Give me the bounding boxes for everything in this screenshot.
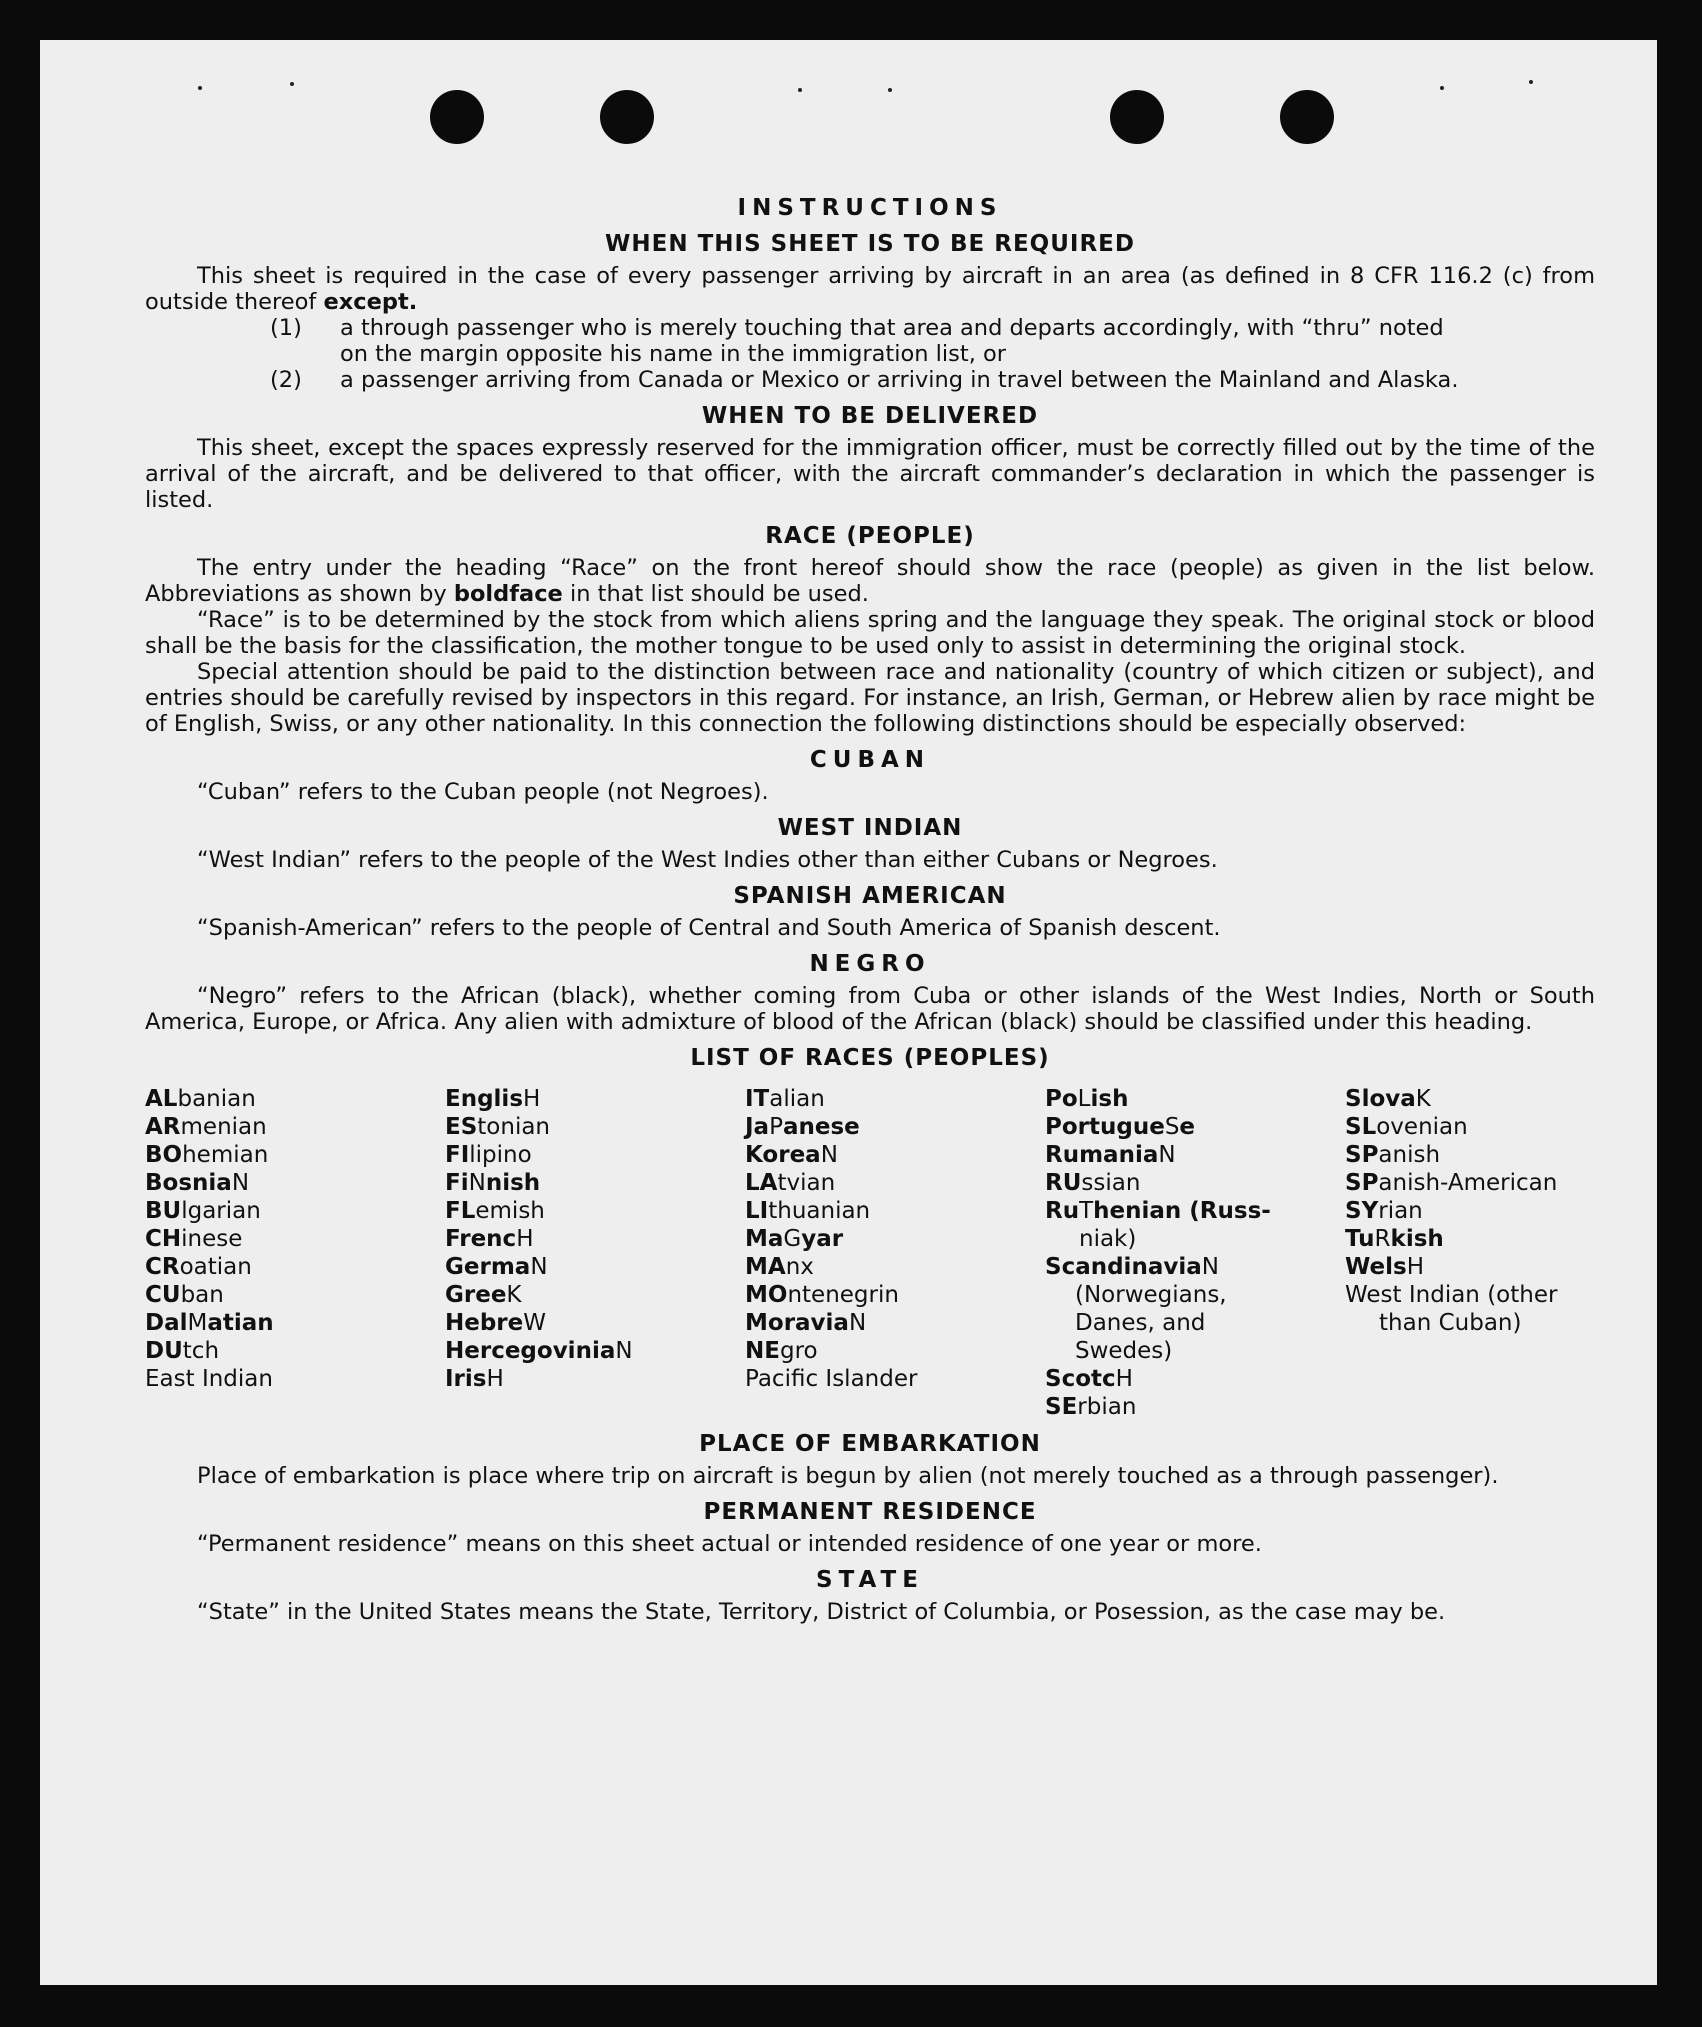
race-rest: rbian bbox=[1077, 1394, 1137, 1420]
race-rest: M bbox=[187, 1310, 208, 1336]
race-entry bbox=[445, 1309, 745, 1337]
section-text: “Spanish-American” refers to the people of Central and South America of Spanish descent. bbox=[197, 915, 1221, 941]
race-abbrev: Scotc bbox=[1045, 1366, 1116, 1392]
race-rest: H bbox=[516, 1226, 534, 1252]
race-abbrev: SE bbox=[1045, 1394, 1078, 1420]
punch-hole bbox=[430, 90, 484, 144]
race-entry bbox=[1045, 1085, 1345, 1113]
race-rest: N bbox=[1201, 1254, 1219, 1280]
race-column bbox=[145, 1085, 445, 1421]
race-rest: alian bbox=[769, 1086, 825, 1112]
race-abbrev: Ru bbox=[1045, 1198, 1080, 1224]
race-list bbox=[145, 1085, 1595, 1421]
race-entry bbox=[745, 1113, 1045, 1141]
race-entry bbox=[1345, 1197, 1645, 1225]
race-rest: menian bbox=[180, 1114, 267, 1140]
race-abbrev: Ma bbox=[745, 1226, 784, 1252]
race-abbrev: atian bbox=[207, 1310, 274, 1336]
speck bbox=[1440, 86, 1444, 90]
race-abbrev: nish bbox=[485, 1170, 541, 1196]
race-abbrev: Portugue bbox=[1045, 1114, 1165, 1140]
race-entry bbox=[1345, 1253, 1645, 1281]
race-entry bbox=[445, 1085, 745, 1113]
race-entry bbox=[745, 1337, 1045, 1365]
race-entry bbox=[745, 1197, 1045, 1225]
race-abbrev: ES bbox=[445, 1114, 478, 1140]
race-abbrev: Korea bbox=[745, 1142, 821, 1168]
race-abbrev: Bosnia bbox=[145, 1170, 232, 1196]
race-entry bbox=[1045, 1169, 1345, 1197]
race-rest: H bbox=[523, 1086, 541, 1112]
race-entry bbox=[445, 1225, 745, 1253]
exception-item bbox=[145, 315, 1595, 341]
race-rest: emish bbox=[475, 1198, 545, 1224]
race-entry: Danes, and bbox=[1075, 1310, 1206, 1336]
section-heading: NEGRO bbox=[809, 951, 931, 977]
race-rest: tvian bbox=[777, 1170, 836, 1196]
race-entry: Swedes) bbox=[1075, 1338, 1173, 1364]
section-heading: PLACE OF EMBARKATION bbox=[699, 1431, 1041, 1457]
race-abbrev: henian (Russ- bbox=[1093, 1198, 1271, 1224]
section-heading: WHEN THIS SHEET IS TO BE REQUIRED bbox=[605, 231, 1135, 257]
race-rest: gro bbox=[779, 1338, 818, 1364]
race-abbrev: FI bbox=[445, 1142, 470, 1168]
race-abbrev: SP bbox=[1345, 1142, 1379, 1168]
race-abbrev: Slova bbox=[1345, 1086, 1416, 1112]
race-rest: P bbox=[769, 1114, 783, 1140]
race-entry bbox=[145, 1197, 445, 1225]
race-abbrev: anese bbox=[782, 1114, 860, 1140]
race-abbrev: CR bbox=[145, 1254, 180, 1280]
race-entry bbox=[745, 1253, 1045, 1281]
race-abbrev: NE bbox=[745, 1338, 780, 1364]
race-entry bbox=[145, 1337, 445, 1365]
section-text: This sheet, except the spaces expressly reserved for the immigration officer, must be correctly filled out by the time of the arrival of the aircraft, and be delivered to that officer, with the aircraft commander’s declaration in which the passenger is listed. bbox=[145, 435, 1595, 513]
exception-number: (1) bbox=[270, 315, 302, 341]
text-span: The entry under the heading “Race” on the front hereof should show the race (people) as given in the list below. Abbreviations as shown by bbox=[145, 555, 1595, 607]
race-entry bbox=[745, 1309, 1045, 1337]
speck bbox=[198, 86, 202, 90]
race-abbrev: SP bbox=[1345, 1170, 1379, 1196]
race-abbrev: MA bbox=[745, 1254, 786, 1280]
section-text: “West Indian” refers to the people of the West Indies other than either Cubans or Negroes. bbox=[197, 847, 1218, 873]
race-entry bbox=[445, 1197, 745, 1225]
section-heading: WEST INDIAN bbox=[777, 815, 963, 841]
race-rest: T bbox=[1079, 1198, 1094, 1224]
race-rest: rian bbox=[1378, 1198, 1423, 1224]
race-abbrev: ish bbox=[1090, 1086, 1129, 1112]
race-rest: R bbox=[1374, 1226, 1391, 1252]
race-rest: N bbox=[848, 1310, 867, 1336]
section-text: “Race” is to be determined by the stock from which aliens spring and the language they speak. The original stock or blood shall be the basis for the classification, the mother tongue to be used only to assist in determining the original stock. bbox=[145, 607, 1595, 659]
race-rest: oatian bbox=[179, 1254, 252, 1280]
text-span: in that list should be used. bbox=[562, 581, 869, 607]
race-abbrev: FL bbox=[445, 1198, 476, 1224]
race-rest: W bbox=[523, 1310, 547, 1336]
race-entry bbox=[445, 1281, 745, 1309]
race-abbrev: Wels bbox=[1345, 1254, 1407, 1280]
race-abbrev: kish bbox=[1390, 1226, 1444, 1252]
race-rest: hemian bbox=[182, 1142, 269, 1168]
exception-text: a passenger arriving from Canada or Mexico or arriving in travel between the Mainland and Alaska. bbox=[340, 367, 1459, 393]
race-rest: N bbox=[530, 1254, 548, 1280]
section-heading: RACE (PEOPLE) bbox=[765, 523, 975, 549]
race-entry bbox=[145, 1225, 445, 1253]
speck bbox=[798, 88, 802, 92]
section-text bbox=[145, 555, 1595, 607]
race-abbrev: LA bbox=[745, 1170, 778, 1196]
section-text bbox=[145, 263, 1595, 315]
bold-text: boldface bbox=[453, 581, 563, 607]
instructions-content bbox=[145, 185, 1595, 1625]
race-rest: nx bbox=[785, 1254, 814, 1280]
section-text: “Negro” refers to the African (black), whether coming from Cuba or other islands of the West Indies, North or South America, Europe, or Africa. Any alien with admixture of blood of the African (black) should be classified under this heading. bbox=[145, 983, 1595, 1035]
race-entry: Pacific Islander bbox=[745, 1366, 918, 1392]
race-column bbox=[445, 1085, 745, 1421]
race-entry bbox=[145, 1309, 445, 1337]
exception-item bbox=[145, 367, 1595, 393]
race-entry bbox=[745, 1141, 1045, 1169]
race-entry bbox=[445, 1365, 745, 1393]
race-abbrev: BU bbox=[145, 1198, 182, 1224]
punch-hole bbox=[600, 90, 654, 144]
race-entry bbox=[1345, 1141, 1645, 1169]
race-entry bbox=[445, 1337, 745, 1365]
speck bbox=[888, 88, 892, 92]
race-entry bbox=[1045, 1141, 1345, 1169]
exception-text: a through passenger who is merely touching that area and departs accordingly, with “thru” noted bbox=[340, 315, 1444, 341]
race-entry bbox=[445, 1141, 745, 1169]
punch-hole bbox=[1110, 90, 1164, 144]
race-entry: than Cuban) bbox=[1379, 1310, 1522, 1336]
race-abbrev: IT bbox=[745, 1086, 770, 1112]
section-heading: CUBAN bbox=[809, 747, 931, 773]
race-entry bbox=[145, 1141, 445, 1169]
race-entry bbox=[445, 1253, 745, 1281]
race-rest: G bbox=[783, 1226, 802, 1252]
race-abbrev: Frenc bbox=[445, 1226, 517, 1252]
race-rest: N bbox=[468, 1170, 486, 1196]
section-text: Special attention should be paid to the distinction between race and nationality (country of which citizen or subject), and entries should be carefully revised by inspectors in this regard. For instance, an Irish, German, or Hebrew alien by race might be of English, Swiss, or any other nationality. In this connection the following distinctions should be especially observed: bbox=[145, 659, 1595, 737]
race-entry bbox=[1345, 1225, 1645, 1253]
race-rest: inese bbox=[181, 1226, 243, 1252]
race-abbrev: Moravia bbox=[745, 1310, 849, 1336]
section-text: “Permanent residence” means on this sheet actual or intended residence of one year or more. bbox=[197, 1531, 1262, 1557]
race-abbrev: Scandinavia bbox=[1045, 1254, 1202, 1280]
race-entry bbox=[1045, 1113, 1345, 1141]
race-rest: lgarian bbox=[181, 1198, 261, 1224]
race-abbrev: SY bbox=[1345, 1198, 1379, 1224]
race-abbrev: CH bbox=[145, 1226, 182, 1252]
race-abbrev: yar bbox=[801, 1226, 844, 1252]
race-entry bbox=[145, 1169, 445, 1197]
race-rest: lipino bbox=[469, 1142, 532, 1168]
exception-list bbox=[145, 315, 1595, 393]
race-abbrev: LI bbox=[745, 1198, 769, 1224]
page-title: INSTRUCTIONS bbox=[737, 195, 1003, 221]
race-abbrev: e bbox=[1179, 1114, 1196, 1140]
race-rest: anish-American bbox=[1378, 1170, 1558, 1196]
section-text: Place of embarkation is place where trip on aircraft is begun by alien (not merely touched as a through passenger). bbox=[197, 1463, 1499, 1489]
race-rest: ovenian bbox=[1376, 1114, 1468, 1140]
race-rest: ntenegrin bbox=[787, 1282, 899, 1308]
race-entry bbox=[1045, 1253, 1345, 1281]
race-entry bbox=[145, 1253, 445, 1281]
race-abbrev: BO bbox=[145, 1142, 183, 1168]
race-abbrev: Gree bbox=[445, 1282, 507, 1308]
race-abbrev: Po bbox=[1045, 1086, 1078, 1112]
race-rest: N bbox=[231, 1170, 250, 1196]
race-rest: anish bbox=[1378, 1142, 1441, 1168]
race-entry bbox=[745, 1169, 1045, 1197]
race-entry bbox=[1045, 1197, 1345, 1225]
race-entry bbox=[445, 1113, 745, 1141]
exception-number: (2) bbox=[270, 367, 302, 393]
race-entry bbox=[145, 1113, 445, 1141]
race-entry bbox=[745, 1085, 1045, 1113]
race-entry bbox=[745, 1225, 1045, 1253]
race-entry bbox=[745, 1281, 1045, 1309]
race-abbrev: Iris bbox=[445, 1366, 487, 1392]
race-entry bbox=[1345, 1113, 1645, 1141]
section-heading: WHEN TO BE DELIVERED bbox=[701, 403, 1039, 429]
race-abbrev: Ja bbox=[745, 1114, 770, 1140]
race-abbrev: SL bbox=[1345, 1114, 1377, 1140]
race-entry: East Indian bbox=[145, 1366, 273, 1392]
section-heading: PERMANENT RESIDENCE bbox=[703, 1499, 1037, 1525]
race-entry: niak) bbox=[1079, 1226, 1137, 1252]
race-abbrev: Fi bbox=[445, 1170, 469, 1196]
race-rest: K bbox=[506, 1282, 522, 1308]
race-rest: thuanian bbox=[768, 1198, 871, 1224]
race-rest: ssian bbox=[1081, 1170, 1141, 1196]
race-rest: H bbox=[486, 1366, 504, 1392]
speck bbox=[290, 82, 294, 86]
race-column bbox=[745, 1085, 1045, 1421]
race-rest: S bbox=[1164, 1114, 1180, 1140]
race-rest: K bbox=[1415, 1086, 1431, 1112]
text-span: This sheet is required in the case of every passenger arriving by aircraft in an area (as defined in 8 CFR 116.2 (c) from outside thereof bbox=[145, 263, 1595, 315]
race-abbrev: Englis bbox=[445, 1086, 524, 1112]
race-abbrev: CU bbox=[145, 1282, 181, 1308]
race-entry bbox=[145, 1281, 445, 1309]
race-entry: (Norwegians, bbox=[1075, 1282, 1227, 1308]
race-entry bbox=[145, 1085, 445, 1113]
race-abbrev: MO bbox=[745, 1282, 788, 1308]
race-rest: tonian bbox=[477, 1114, 551, 1140]
section-text: “State” in the United States means the State, Territory, District of Columbia, or Posession, as the case may be. bbox=[197, 1599, 1446, 1625]
race-abbrev: Hercegovinia bbox=[445, 1338, 616, 1364]
race-entry bbox=[1345, 1085, 1645, 1113]
exception-text-cont: on the margin opposite his name in the immigration list, or bbox=[340, 341, 1007, 367]
race-entry bbox=[1045, 1365, 1345, 1393]
race-entry bbox=[1045, 1393, 1345, 1421]
race-abbrev: RU bbox=[1045, 1170, 1082, 1196]
race-rest: N bbox=[820, 1142, 838, 1168]
race-rest: ban bbox=[180, 1282, 224, 1308]
document-sheet bbox=[40, 40, 1657, 1985]
race-abbrev: Hebre bbox=[445, 1310, 524, 1336]
race-rest: H bbox=[1406, 1254, 1425, 1280]
race-abbrev: AR bbox=[145, 1114, 181, 1140]
race-rest: N bbox=[615, 1338, 633, 1364]
race-abbrev: AL bbox=[145, 1086, 178, 1112]
section-heading: SPANISH AMERICAN bbox=[733, 883, 1007, 909]
section-heading: LIST OF RACES (PEOPLES) bbox=[690, 1045, 1050, 1071]
race-entry bbox=[1345, 1169, 1645, 1197]
race-rest: tch bbox=[182, 1338, 220, 1364]
race-rest: L bbox=[1077, 1086, 1091, 1112]
bold-text: except. bbox=[323, 289, 418, 315]
speck bbox=[1529, 80, 1533, 84]
race-column bbox=[1345, 1085, 1645, 1421]
race-abbrev: Dal bbox=[145, 1310, 188, 1336]
punch-hole bbox=[1280, 90, 1334, 144]
race-entry: West Indian (other bbox=[1345, 1282, 1558, 1308]
race-abbrev: Tu bbox=[1345, 1226, 1375, 1252]
race-entry bbox=[445, 1169, 745, 1197]
race-rest: banian bbox=[177, 1086, 256, 1112]
race-abbrev: Germa bbox=[445, 1254, 531, 1280]
race-rest: N bbox=[1158, 1142, 1176, 1168]
race-rest: H bbox=[1115, 1366, 1133, 1392]
race-abbrev: Rumania bbox=[1045, 1142, 1159, 1168]
race-column bbox=[1045, 1085, 1345, 1421]
section-heading: STATE bbox=[816, 1567, 924, 1593]
section-text: “Cuban” refers to the Cuban people (not Negroes). bbox=[197, 779, 769, 805]
race-abbrev: DU bbox=[145, 1338, 183, 1364]
